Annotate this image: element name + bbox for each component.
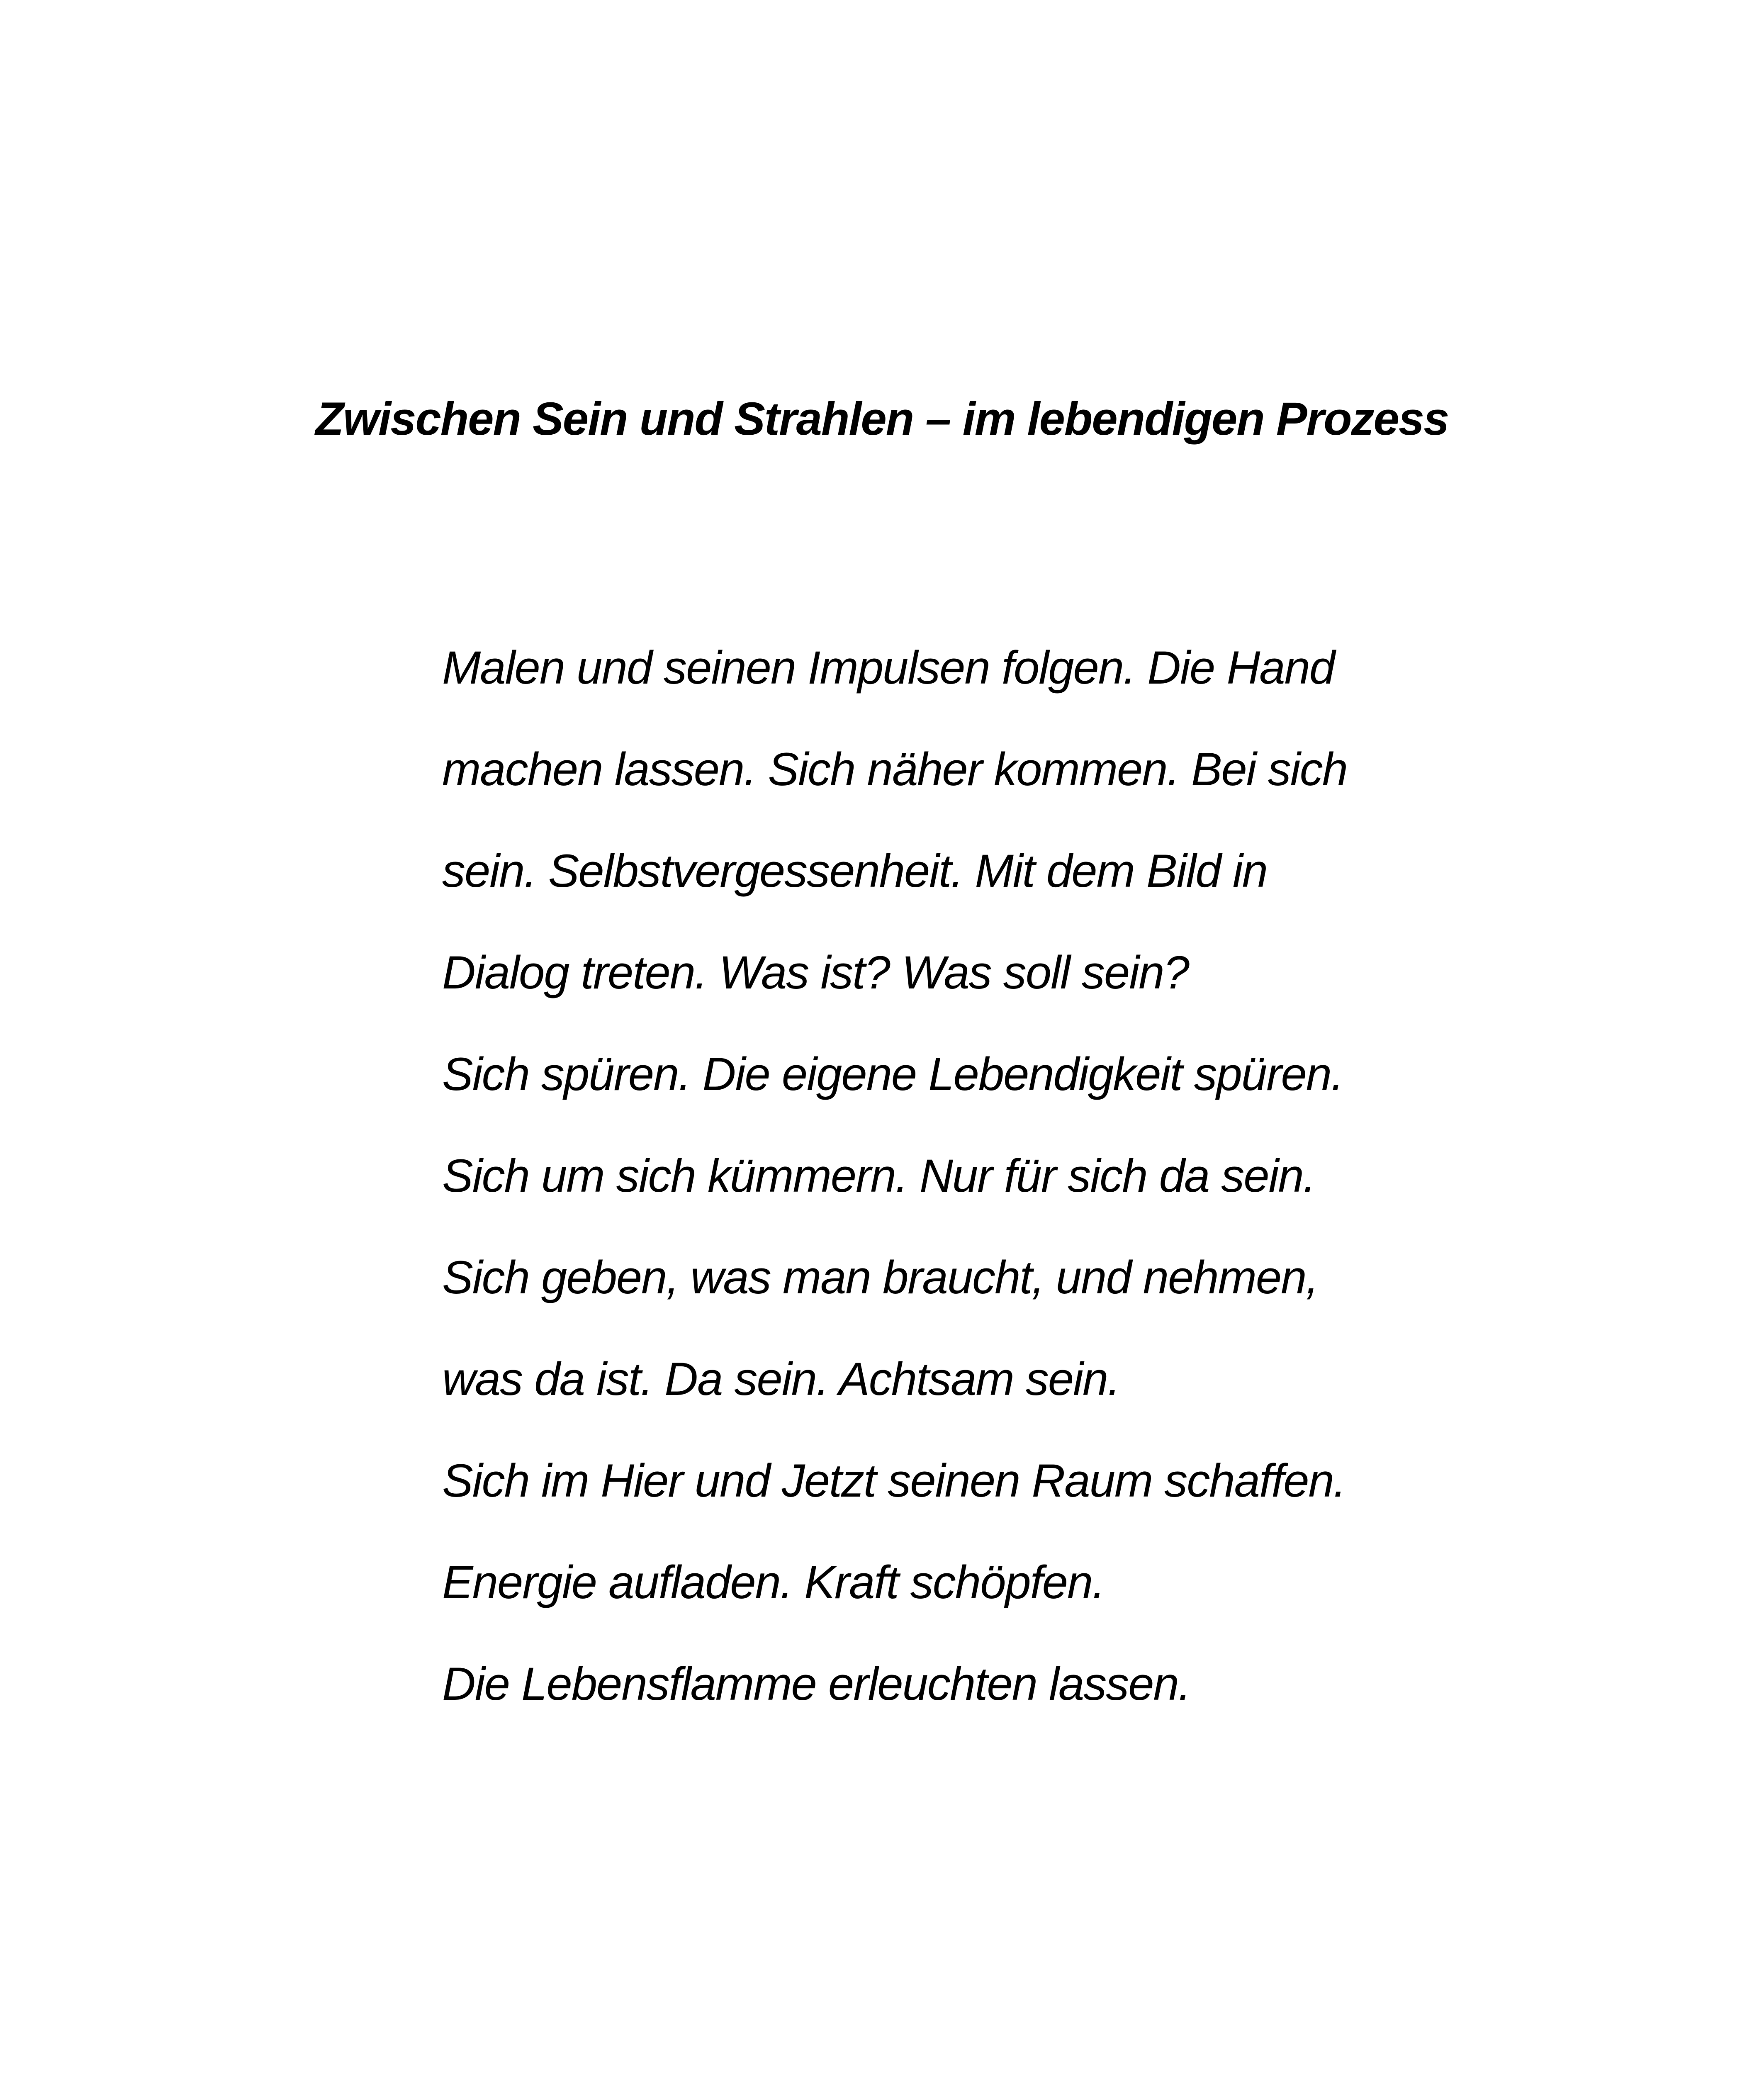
poem-line: was da ist. Da sein. Achtsam sein.: [442, 1353, 1120, 1405]
poem-line: Malen und seinen Impulsen folgen. Die Hand: [442, 642, 1335, 694]
poem-line: Sich spüren. Die eigene Lebendigkeit spüren.: [442, 1048, 1343, 1100]
poem-line: Sich um sich kümmern. Nur für sich da sein.: [442, 1150, 1315, 1202]
page-title: Zwischen Sein und Strahlen – im lebendigen Prozess: [315, 393, 1449, 445]
poem-line: Sich im Hier und Jetzt seinen Raum schaffen.: [442, 1455, 1346, 1507]
poem-line: Energie aufladen. Kraft schöpfen.: [442, 1556, 1105, 1608]
poem-line: machen lassen. Sich näher kommen. Bei sich: [442, 743, 1347, 795]
poem-line: Sich geben, was man braucht, und nehmen,: [442, 1251, 1318, 1303]
poem-line: Dialog treten. Was ist? Was soll sein?: [442, 947, 1189, 998]
poem-line: sein. Selbstvergessenheit. Mit dem Bild in: [442, 845, 1267, 897]
poem-body: [442, 639, 1438, 1757]
poem-line: Die Lebensflamme erleuchten lassen.: [442, 1658, 1190, 1710]
